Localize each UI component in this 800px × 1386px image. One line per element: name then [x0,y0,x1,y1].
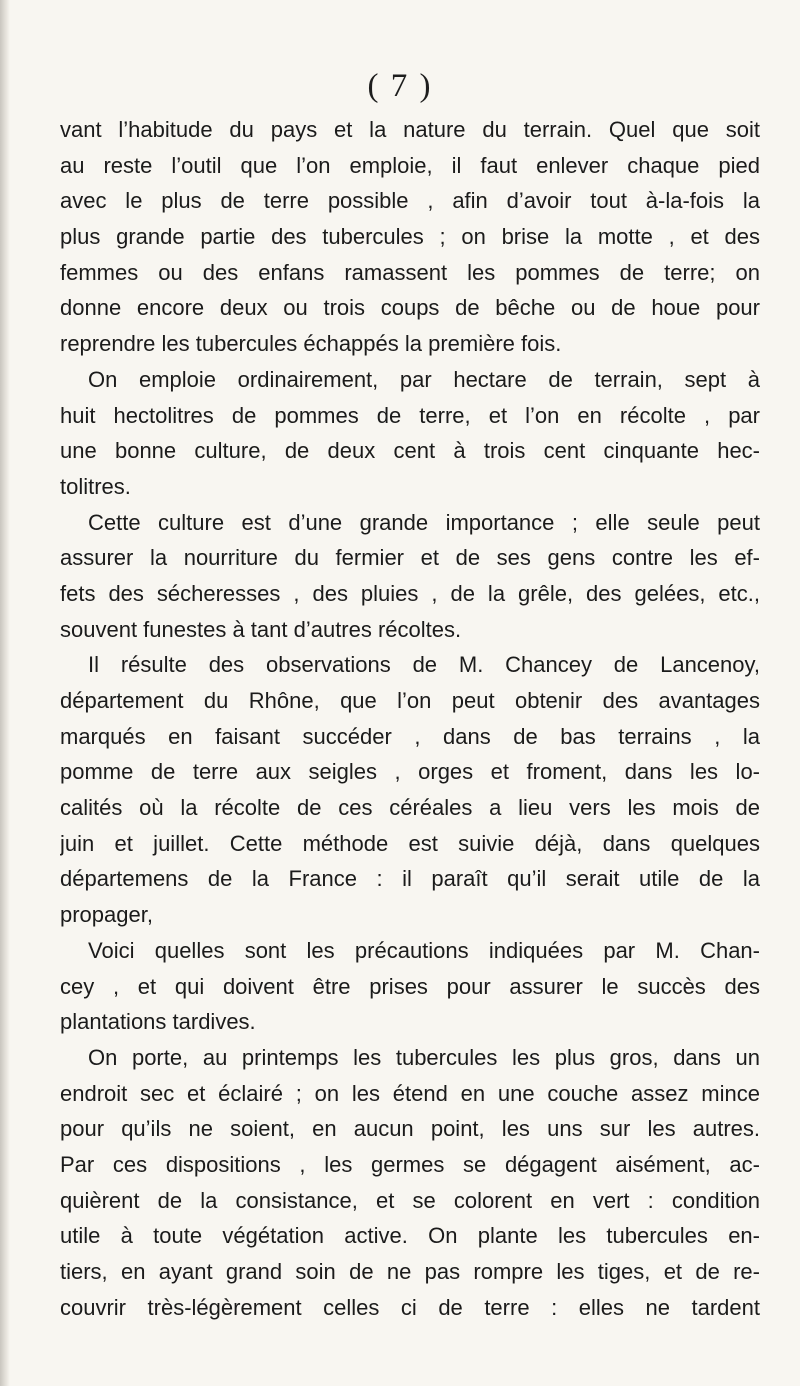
text-line: cey , et qui doivent être prises pour assurer le succès des [60,973,760,999]
text-line: Cette culture est d’une grande importance ; elle seule peut [88,509,760,535]
text-line: femmes ou des enfans ramassent les pommes de terre; on [60,259,760,285]
text-line: utile à toute végétation active. On plante les tubercules en- [60,1223,760,1249]
text-line: souvent funestes à tant d’autres récoltes. [60,616,462,642]
text-line: assurer la nourriture du fermier et de ses gens contre les ef- [60,545,760,571]
text-line: reprendre les tubercules échappés la première fois. [60,331,562,357]
text-line: On porte, au printemps les tubercules les plus gros, dans un [88,1044,760,1070]
text-line: Par ces dispositions , les germes se dégagent aisément, ac- [60,1151,760,1177]
text-line: une bonne culture, de deux cent à trois cent cinquante hec- [60,438,760,464]
text-line: plus grande partie des tubercules ; on brise la motte , et des [60,224,760,250]
text-line: calités où la récolte de ces céréales a lieu vers les mois de [60,795,760,821]
text-line: huit hectolitres de pommes de terre, et l’on en récolte , par [60,402,760,428]
text-line: avec le plus de terre possible , afin d’avoir tout à-la-fois la [60,188,760,214]
text-line: au reste l’outil que l’on emploie, il faut enlever chaque pied [60,152,760,178]
text-line: couvrir très-légèrement celles ci de terre : elles ne tardent [60,1294,760,1320]
text-line: plantations tardives. [60,1009,256,1035]
text-line: tolitres. [60,473,131,499]
text-line: pour qu’ils ne soient, en aucun point, les uns sur les autres. [60,1116,760,1142]
text-line: Voici quelles sont les précautions indiquées par M. Chan- [88,937,760,963]
text-line: vant l’habitude du pays et la nature du terrain. Quel que soit [60,117,760,142]
text-line: pomme de terre aux seigles , orges et froment, dans les lo- [60,759,760,785]
text-line: propager, [60,902,153,928]
text-line: marqués en faisant succéder , dans de bas terrains , la [60,723,760,749]
text-line: juin et juillet. Cette méthode est suivie déjà, dans quelques [60,830,760,856]
body-text [60,112,760,1325]
text-line: fets des sécheresses , des pluies , de la grêle, des gelées, etc., [60,580,760,606]
text-line: endroit sec et éclairé ; on les étend en une couche assez mince [60,1080,760,1106]
text-line: départemens de la France : il paraît qu’il serait utile de la [60,866,760,892]
text-line: département du Rhône, que l’on peut obtenir des avantages [60,688,760,713]
page-number: ( 7 ) [367,68,433,104]
page-spine-shadow [0,0,10,1386]
text-line: On emploie ordinairement, par hectare de terrain, sept à [88,366,760,392]
text-line: Il résulte des observations de M. Chancey de Lancenoy, [88,652,760,678]
text-line: tiers, en ayant grand soin de ne pas rompre les tiges, et de re- [60,1259,760,1284]
text-line: donne encore deux ou trois coups de bêche ou de houe pour [60,295,760,321]
text-line: quièrent de la consistance, et se colorent en vert : condition [60,1187,760,1213]
